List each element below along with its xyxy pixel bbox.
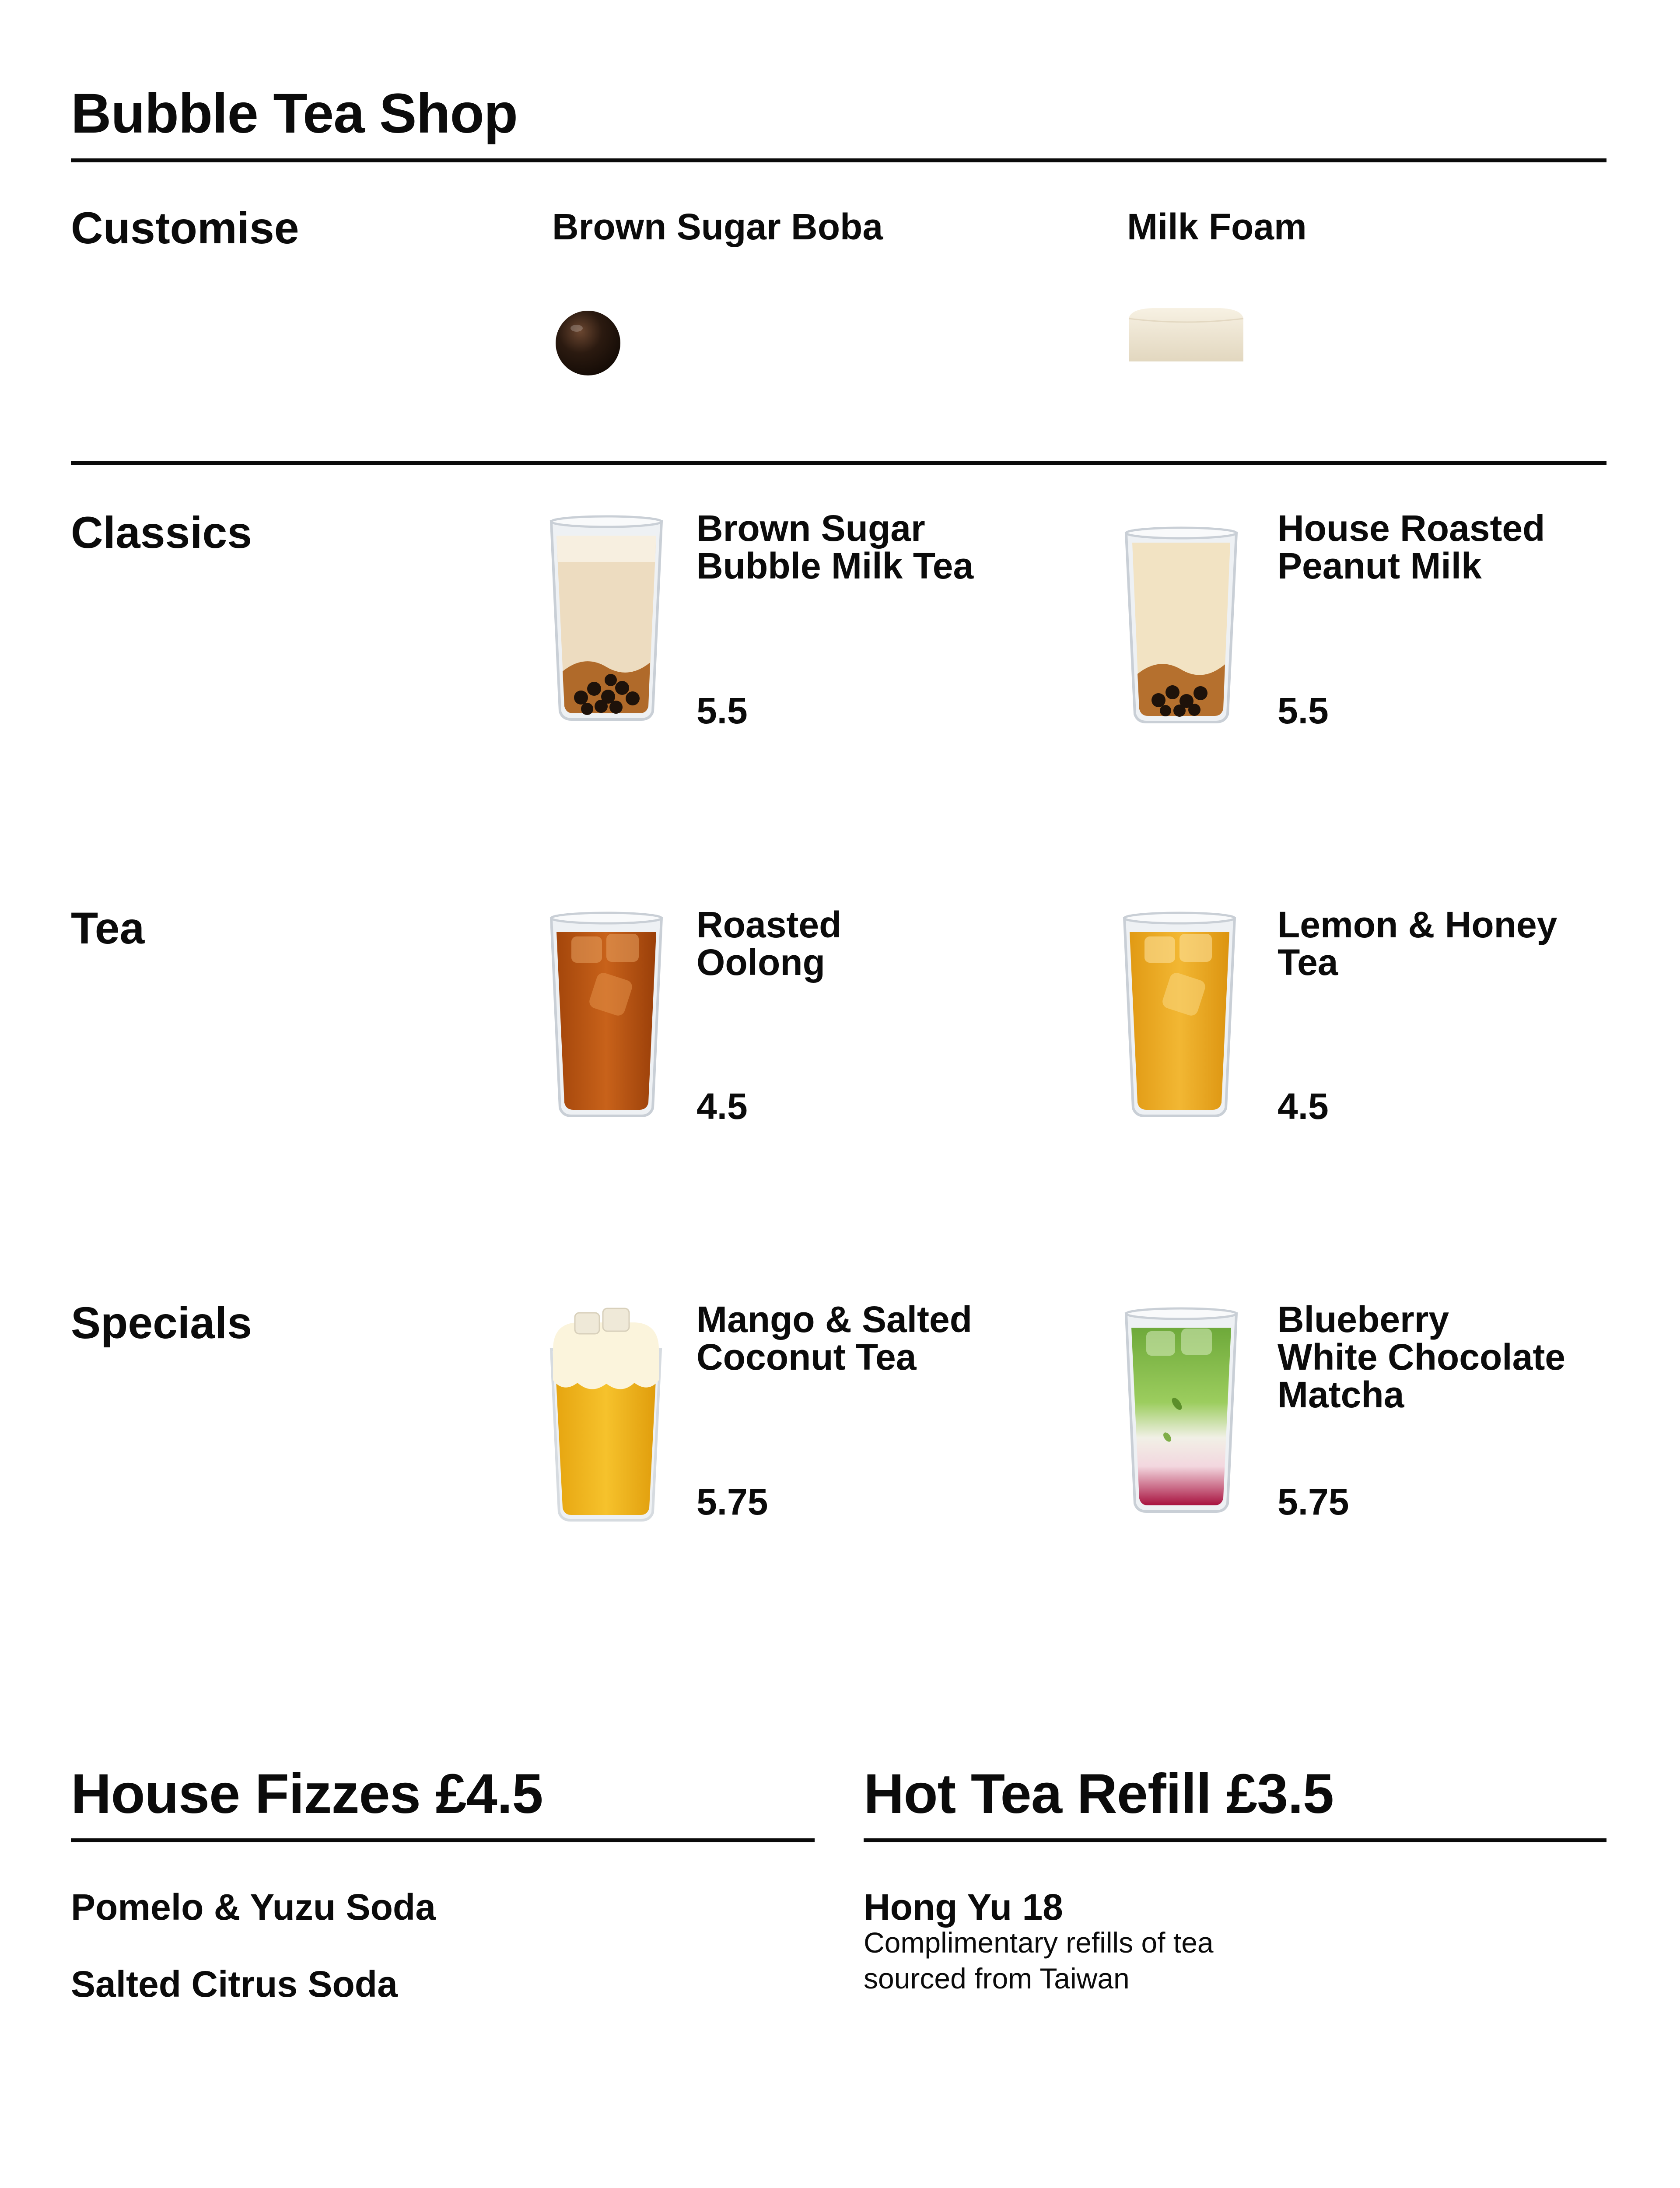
customise-divider: [71, 461, 1606, 465]
item-price: 5.5: [696, 690, 748, 731]
oolong-tea-icon: [545, 910, 668, 1120]
list-item: Salted Citrus Soda: [71, 1964, 398, 2005]
item-price: 5.75: [696, 1481, 768, 1522]
milk-foam-icon: [1126, 306, 1246, 363]
item-name-mango-salted-coconut-tea: Mango & Salted Coconut Tea: [696, 1299, 973, 1378]
customise-heading: Customise: [71, 203, 299, 253]
house-fizzes-divider: [71, 1838, 815, 1842]
category-heading-classics: Classics: [71, 508, 252, 558]
item-price: 4.5: [1278, 1086, 1329, 1127]
item-price: 4.5: [696, 1086, 748, 1127]
item-price: 5.5: [1278, 690, 1329, 731]
peanut-milk-icon: [1120, 525, 1242, 726]
item-name-roasted-oolong: Roasted Oolong: [696, 904, 842, 983]
blueberry-matcha-icon: [1120, 1306, 1242, 1516]
item-name-brown-sugar-bubble-milk-tea: Brown Sugar Bubble Milk Tea: [696, 508, 974, 586]
list-item: Pomelo & Yuzu Soda: [71, 1886, 436, 1928]
hot-tea-refill-heading: Hot Tea Refill £3.5: [864, 1763, 1334, 1825]
item-name-blueberry-white-chocolate-matcha: Blueberry White Chocolate Matcha: [1278, 1299, 1566, 1415]
item-name-lemon-honey-tea: Lemon & Honey Tea: [1278, 904, 1558, 983]
hong-yu-18-description: Complimentary refills of tea sourced from Taiwan: [864, 1926, 1214, 1995]
title-divider: [71, 158, 1606, 162]
boba-pearl-icon: [553, 308, 623, 378]
house-fizzes-heading: House Fizzes £4.5: [71, 1763, 543, 1825]
category-heading-tea: Tea: [71, 903, 145, 953]
bubble-milk-tea-icon: [545, 514, 668, 724]
item-name-house-roasted-peanut-milk: House Roasted Peanut Milk: [1278, 508, 1545, 586]
lemon-honey-tea-icon: [1118, 910, 1241, 1120]
hot-tea-refill-divider: [864, 1838, 1606, 1842]
category-heading-specials: Specials: [71, 1298, 252, 1348]
milk-foam-label: Milk Foam: [1127, 206, 1307, 247]
brown-sugar-boba-label: Brown Sugar Boba: [552, 206, 883, 247]
item-price: 5.75: [1278, 1481, 1349, 1522]
page-title: Bubble Tea Shop: [71, 82, 518, 145]
hong-yu-18-name: Hong Yu 18: [864, 1886, 1063, 1928]
mango-coconut-tea-icon: [547, 1306, 665, 1525]
